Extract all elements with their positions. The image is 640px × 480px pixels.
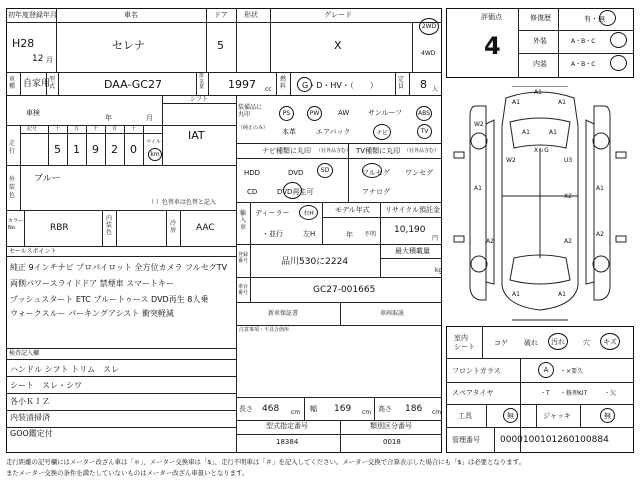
recycle-label: リサイクル預託金 <box>385 206 441 214</box>
sales-point-line-3: ウォークスルー パーキングアシスト 衝突軽減 <box>10 309 174 318</box>
seat-stain-circle <box>548 333 568 350</box>
type-designation-value: 18384 <box>276 438 299 446</box>
equip-navi: ナビ <box>375 129 388 137</box>
mark-a2-r: A2 <box>564 238 572 245</box>
mgmt-value: 0000100101260100884 <box>500 435 609 445</box>
spare-label: スペアタイヤ <box>452 389 494 397</box>
model-year-label: モデル年式 <box>335 206 370 214</box>
mark-a1-hood-r: A1 <box>549 129 557 136</box>
equip-sunroof: サンルーフ <box>368 109 403 117</box>
tv-fullseg-circle <box>362 163 382 178</box>
import-label: 輸 入 車 <box>240 210 247 232</box>
notes-title: 注意事項・不具合箇所 <box>239 327 290 333</box>
front-glass-label: フロントガラス <box>452 367 501 375</box>
inspector-line-2: 各小ＫＩＺ <box>10 397 50 406</box>
height-label: 高さ <box>378 405 392 413</box>
equip-navi-circle <box>373 124 391 140</box>
drive-2wd-circle <box>419 18 439 35</box>
mark-a1-front: A1 <box>534 89 542 96</box>
sales-point-line-0: 純正 9インチナビ プロパイロット 全方位カメラ フルセグTV <box>10 263 228 272</box>
mileage-km-circle <box>148 148 162 161</box>
repair-options: 有・無 <box>584 15 605 23</box>
color-code-value: RBR <box>50 223 69 233</box>
inspector-line-4: GOO鑑定付 <box>10 429 53 438</box>
import-dealer: ディーラー <box>255 209 290 217</box>
door-value: 5 <box>217 39 224 52</box>
car-damage-diagram <box>446 86 634 326</box>
vehicle-use: 自家用 <box>23 79 51 89</box>
equip-tv: TV <box>420 128 429 135</box>
capacity-label: 定 員 <box>398 76 405 91</box>
tv-fullseg: フルセグ <box>362 169 390 177</box>
car-name-label: 車名 <box>124 11 138 19</box>
drive-4wd: 4WD <box>421 50 436 57</box>
recycle-value: 10,190 <box>394 225 426 235</box>
first-reg-era: H28 <box>12 37 35 50</box>
mileage-unit-mile: マイル <box>146 139 161 145</box>
mark-w2-door: W2 <box>506 157 516 164</box>
inspection-label: 車検 <box>26 109 40 117</box>
length-value: 468 <box>262 404 280 414</box>
capacity-unit: 人 <box>432 86 439 93</box>
grade-value: X <box>334 39 342 52</box>
height-unit: cm <box>432 409 442 416</box>
displacement-value: 1997 <box>228 78 256 91</box>
navi-dvd-play: DVD再生可 <box>277 188 314 196</box>
mileage-digit-label-0: 記号 <box>27 126 38 132</box>
equip-ps-circle <box>279 106 294 121</box>
exterior-color-label: 外 装 色 <box>9 176 16 199</box>
model-type-label: 型 式 <box>49 76 56 91</box>
model-year-year: 年 <box>346 231 353 239</box>
height-value: 186 <box>405 404 423 414</box>
mark-a1-fl: A1 <box>512 99 520 106</box>
interior-color-label: 内 装 色 <box>106 215 113 237</box>
equip-pw-circle <box>307 106 322 121</box>
mileage-digit-0: 5 <box>54 143 61 156</box>
navi-title: ナビ種類に丸印 <box>262 147 311 155</box>
seat-opt-tear: 破れ <box>524 339 538 347</box>
tools-none-circle <box>503 408 518 423</box>
tv-title: TV種類に丸印 <box>356 147 401 155</box>
spare-t: ・T <box>540 390 550 397</box>
mileage-digit-label-4: 百 <box>112 126 118 132</box>
import-right: 右H <box>303 210 314 217</box>
jack-none-circle <box>600 408 615 423</box>
mark-a1-side-l: A1 <box>474 185 482 192</box>
navi-hdd: HDD <box>244 169 261 177</box>
interior-grade-c-circle <box>610 55 627 71</box>
sales-point-line-1: 両側パワースライドドア 禁煙車 スマートキー <box>10 279 175 288</box>
footer-line-1: 走行距離の記号欄にはメーター改ざん車は「＊」、メーター交換車は「$」、走行不明車は「＃」を記入してください。メーター交換で合算表示した場合にも「$」は必要となります。 <box>6 458 525 466</box>
front-glass-a-circle <box>538 362 554 378</box>
equip-aw: AW <box>338 109 350 117</box>
tv-sub: （社外品含む） <box>404 148 440 154</box>
class-number-value: 0018 <box>383 438 401 446</box>
equip-ps: PS <box>282 110 291 117</box>
aircon-value: AAC <box>196 223 215 233</box>
type-designation-label: 型式指定番号 <box>266 422 308 430</box>
width-value: 169 <box>334 404 352 414</box>
spare-kit: ・修理KIT <box>560 390 588 397</box>
chassis-value: GC27-001665 <box>313 285 376 295</box>
inspection-year: 年 <box>105 114 112 122</box>
repair-label: 修復歴 <box>530 14 551 22</box>
mark-a1-fr: A1 <box>558 99 566 106</box>
model-year-unknown: 不明 <box>364 231 377 238</box>
import-left: 左H <box>303 230 316 238</box>
front-glass-a: A <box>543 366 549 374</box>
mark-w2-left: W2 <box>474 121 484 128</box>
equipment-sub: （純正のみ） <box>238 125 269 131</box>
navi-sd: SD <box>320 167 330 174</box>
width-label: 幅 <box>310 405 317 413</box>
car-name-value: セレナ <box>112 39 145 52</box>
mark-a1-hood-l: A1 <box>522 129 530 136</box>
seat-scratch-circle <box>600 333 620 350</box>
inspector-title: 検査記入欄 <box>9 350 40 357</box>
mileage-label: 走 行 <box>9 140 16 155</box>
navi-dvd-play-circle <box>283 182 302 199</box>
model-code: DAA-GC27 <box>104 78 162 91</box>
mark-a2-side: A2 <box>596 231 604 238</box>
warranty-label: 新車保証書 <box>268 310 299 317</box>
chassis-label: 車台 番号 <box>238 284 249 296</box>
jack-label: ジャッキ <box>543 412 571 420</box>
shift-label: シフト <box>190 96 209 103</box>
mark-a1-side-r: A1 <box>596 185 604 192</box>
mileage-digit-label-5: 十 <box>131 126 137 132</box>
fuel-label: 燃 料 <box>280 76 287 91</box>
spare-missing: ・欠 <box>604 390 617 397</box>
seat-opt-burn: コゲ <box>494 339 508 347</box>
exterior-color-note: （ ）色替車は色替と記入 <box>148 199 216 206</box>
fuel-options: G・D・HV・（ ） <box>302 81 378 90</box>
first-reg-label: 初年度登録年月 <box>8 11 57 19</box>
seat-label: 室内 シート <box>454 334 475 352</box>
max-load-unit: kg <box>435 267 443 274</box>
equip-tv-circle <box>417 124 432 139</box>
rating-label: 評価点 <box>481 13 502 21</box>
first-reg-month-unit: 月 <box>46 56 53 64</box>
tools-label: 工具 <box>458 412 472 420</box>
grade-label: グレード <box>324 11 352 19</box>
exterior-grade-label: 外装 <box>533 37 547 45</box>
equip-airbag: エアバック <box>316 128 351 136</box>
width-unit: cm <box>362 409 372 416</box>
manual-label: 車両取説 <box>380 310 405 317</box>
mark-u3: U3 <box>564 157 573 164</box>
inspector-line-1: シート スレ・シワ <box>10 381 82 390</box>
rating-score: 4 <box>484 32 501 60</box>
tools-none: 無 <box>507 411 514 420</box>
exterior-grade-c-circle <box>610 32 627 48</box>
max-load-label: 最大積載量 <box>395 247 430 255</box>
navi-dvd: DVD <box>288 169 304 177</box>
door-label: ドア <box>214 11 228 19</box>
interior-grade-label: 内装 <box>533 60 547 68</box>
mileage-digit-label-1: 十 <box>55 126 61 132</box>
mileage-digit-2: 9 <box>92 143 99 156</box>
equip-abs: ABS <box>418 110 430 117</box>
vehicle-kind-label: 車 種 <box>9 76 16 91</box>
length-label: 長さ <box>239 405 253 413</box>
mark-a2-l: A2 <box>486 238 494 245</box>
tv-analog: アナログ <box>362 188 390 196</box>
seat-opt-hole: 穴 <box>583 339 590 347</box>
mileage-digit-4: 0 <box>130 143 137 156</box>
color-code-label: カラー No. <box>8 218 24 231</box>
displacement-label: 排 気 量 <box>199 73 205 90</box>
sales-point-line-2: プッシュスタート ETC ブルートゥース DVD再生 8人乗 <box>10 295 209 304</box>
capacity-value: 8 <box>420 78 427 91</box>
inspection-month: 月 <box>146 114 153 122</box>
fuel-g-circle <box>297 77 312 92</box>
footer-line-2: またメーター交換の条件を満たしていないものはメーター改ざん車扱いとなります。 <box>6 469 249 477</box>
seat-opt-stain: 汚れ <box>551 337 565 346</box>
inspector-line-0: ハンドル シフト トリム スレ <box>10 365 120 374</box>
displacement-unit: cc <box>265 86 272 93</box>
shift-value: IAT <box>188 129 205 142</box>
mark-x2: X2 <box>564 193 572 200</box>
first-reg-month: 12 <box>32 54 44 64</box>
navi-cd: CD <box>247 188 258 196</box>
registration-label: 登録 番号 <box>238 252 249 264</box>
navi-sub: （社外品含む） <box>316 148 352 154</box>
repair-none-circle <box>599 10 616 26</box>
tv-oneseg: ワンセグ <box>405 169 433 177</box>
mark-xag: XっG <box>534 147 549 154</box>
recycle-unit: 円 <box>432 235 439 242</box>
import-right-circle <box>299 205 318 220</box>
mileage-digit-1: 1 <box>73 143 80 156</box>
equip-pw: PW <box>309 110 320 117</box>
interior-grade-options: A・B・C <box>571 61 596 68</box>
mileage-digit-label-3: 千 <box>93 126 99 132</box>
equipment-title: 装備品に 丸印 <box>238 104 263 119</box>
mileage-digit-3: 2 <box>111 143 118 156</box>
shape-label: 形状 <box>244 11 258 19</box>
front-glass-replace: ・×要久 <box>560 368 584 375</box>
exterior-color-value: ブルー <box>34 174 61 184</box>
exterior-grade-options: A・B・C <box>571 38 596 45</box>
seat-opt-scratch: キズ <box>603 337 617 346</box>
mileage-digit-label-2: 万 <box>74 126 80 132</box>
mgmt-label: 管理番号 <box>452 436 480 444</box>
length-unit: cm <box>291 409 301 416</box>
equip-abs-circle <box>416 106 432 121</box>
jack-none: 無 <box>604 411 611 420</box>
class-number-label: 類別区分番号 <box>370 422 412 430</box>
navi-sd-circle <box>317 163 333 178</box>
inspector-line-3: 内装清掃済 <box>10 413 50 422</box>
sales-point-title: セールスポイント <box>9 248 57 255</box>
mark-a1-rr: A1 <box>558 291 566 298</box>
registration-value: 品川530に2224 <box>281 257 349 267</box>
drive-2wd-text: 2WD <box>421 23 437 30</box>
aircon-label: 冷 房 <box>170 220 177 235</box>
equip-leather: 本革 <box>282 128 296 136</box>
mark-a1-rl: A1 <box>512 291 520 298</box>
import-parallel: ・並行 <box>262 230 283 238</box>
mileage-unit-km: km <box>150 151 160 158</box>
